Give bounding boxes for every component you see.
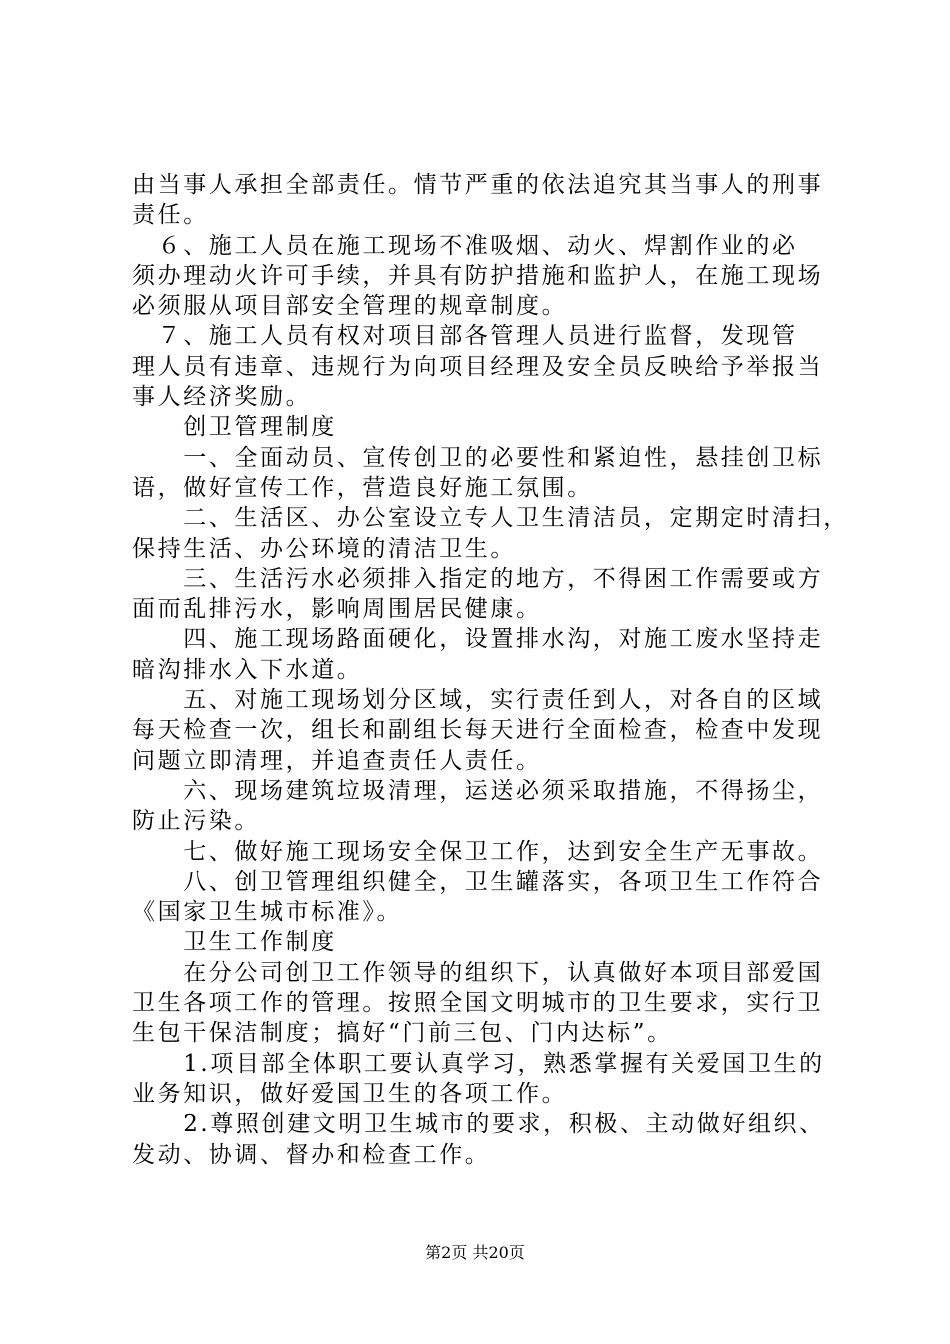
- text-line: 卫生各项工作的管理。按照全国文明城市的卫生要求，实行卫: [132, 990, 824, 1017]
- text-line: ７、施工人员有权对项目部各管理人员进行监督，发现管: [132, 323, 798, 350]
- text-line: 1.项目部全体职工要认真学习，熟悉掌握有关爱国卫生的: [132, 1050, 825, 1077]
- text-line: 必须服从项目部安全管理的规章制度。: [132, 293, 568, 320]
- text-line: 责任。: [132, 202, 209, 229]
- text-line: 六、现场建筑垃圾清理，运送必须采取措施，不得扬尘，: [132, 777, 824, 804]
- text-line: 生包干保洁制度；搞好“门前三包、门内达标”。: [132, 1020, 673, 1047]
- text-line: 防止污染。: [132, 808, 260, 835]
- text-line: 面而乱排污水，影响周围居民健康。: [132, 596, 542, 623]
- text-line: 2.尊照创建文明卫生城市的要求，积极、主动做好组织、: [132, 1111, 825, 1138]
- text-line: 语，做好宣传工作，营造良好施工氛围。: [132, 474, 593, 501]
- text-line: 二、生活区、办公室设立专人卫生清洁员，定期定时清扫，: [132, 505, 849, 532]
- section-heading: 创卫管理制度: [132, 414, 337, 441]
- text-line: 须办理动火许可手续，并具有防护措施和监护人，在施工现场: [132, 262, 824, 289]
- text-line: 业务知识，做好爱国卫生的各项工作。: [132, 1080, 568, 1107]
- text-line: 理人员有违章、违规行为向项目经理及安全员反映给予举报当: [132, 353, 824, 380]
- text-line: 发动、协调、督办和检查工作。: [132, 1141, 491, 1168]
- text-line: ６、施工人员在施工现场不准吸烟、动火、焊割作业的必: [132, 232, 798, 259]
- text-line: 五、对施工现场划分区域，实行责任到人，对各自的区域: [132, 687, 824, 714]
- text-line: 暗沟排水入下水道。: [132, 656, 363, 683]
- text-line: 八、创卫管理组织健全，卫生罐落实，各项卫生工作符合: [132, 868, 824, 895]
- page-number-footer: 第2页 共20页: [425, 1243, 525, 1262]
- text-line: 在分公司创卫工作领导的组织下，认真做好本项目部爱国: [132, 959, 824, 986]
- text-line: 三、生活污水必须排入指定的地方，不得困工作需要或方: [132, 565, 824, 592]
- text-line: 七、做好施工现场安全保卫工作，达到安全生产无事故。: [132, 838, 824, 865]
- text-line: 每天检查一次，组长和副组长每天进行全面检查，检查中发现: [132, 717, 824, 744]
- text-line: 保持生活、办公环境的清洁卫生。: [132, 535, 516, 562]
- text-line: 《国家卫生城市标准》。: [132, 899, 403, 926]
- document-body: [132, 170, 849, 1170]
- text-line: 由当事人承担全部责任。情节严重的依法追究其当事人的刑事: [132, 172, 824, 198]
- text-line: 一、全面动员、宣传创卫的必要性和紧迫性，悬挂创卫标: [132, 444, 824, 471]
- text-line: 四、施工现场路面硬化，设置排水沟，对施工废水坚持走: [132, 626, 824, 653]
- text-line: 事人经济奖励。: [132, 384, 312, 411]
- section-heading: 卫生工作制度: [132, 929, 337, 956]
- text-line: 问题立即清理，并追查责任人责任。: [132, 747, 542, 774]
